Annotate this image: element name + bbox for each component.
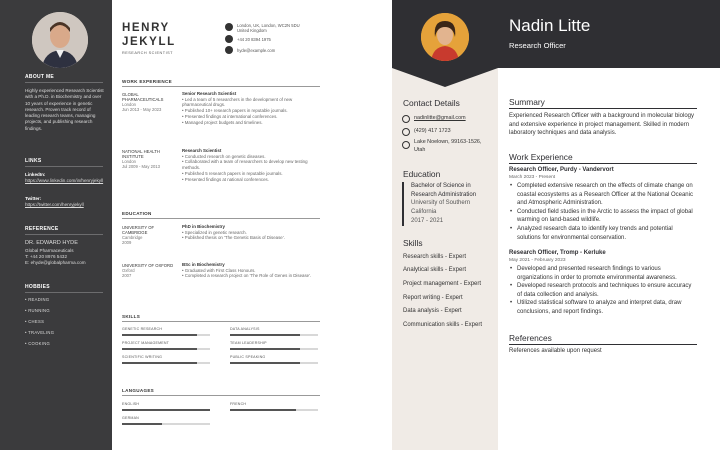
location-icon bbox=[402, 141, 410, 149]
job-title: Research Officer, Purdy - Vandervort bbox=[509, 167, 614, 173]
divider bbox=[122, 395, 320, 396]
work-heading: WORK EXPERIENCE bbox=[122, 79, 172, 84]
language-label: ENGLISH bbox=[122, 402, 140, 406]
education-years: 2017 - 2021 bbox=[411, 218, 444, 224]
education-degree: Bachelor of Science in Research Administration bbox=[411, 183, 477, 198]
phone-icon bbox=[225, 35, 233, 43]
language-bar bbox=[122, 423, 210, 425]
skill-label: PUBLIC SPEAKING bbox=[230, 355, 266, 359]
education-accent-bar bbox=[402, 182, 404, 226]
role-title: RESEARCH SCIENTIST bbox=[122, 51, 173, 55]
divider bbox=[122, 218, 320, 219]
hobby-item: • TRAVELING bbox=[25, 330, 55, 335]
language-bar bbox=[122, 409, 210, 411]
list-item: • Developed research protocols and techniques to ensure accuracy of data collection and analysis. bbox=[509, 282, 695, 299]
reference-name: DR. EDWARD HYDE bbox=[25, 240, 78, 246]
divider bbox=[25, 292, 103, 293]
skill-fill bbox=[122, 348, 197, 350]
email-icon bbox=[225, 46, 233, 54]
reference-email: E: ehyde@globalpharma.com bbox=[25, 260, 86, 265]
job-details: Senior Research Scientist • Led a team of 5 researchers in the development of new pharmaceutical drugs. • Published 10+ research papers in reputable journals. • Presented findings at international conferences. • Managed project budgets and timelines. bbox=[182, 91, 293, 125]
linkedin-label: LinkedIn: bbox=[25, 172, 46, 177]
references-heading: References bbox=[509, 333, 552, 343]
hobbies-heading: HOBBIES bbox=[25, 284, 50, 290]
list-item: • Utilized statistical software to analyze and interpret data, draw conclusions, and report findings. bbox=[509, 299, 695, 316]
person-portrait-icon bbox=[421, 13, 469, 61]
person-portrait-icon bbox=[32, 12, 88, 68]
skill-bar bbox=[122, 348, 210, 350]
profile-photo-henry bbox=[32, 12, 88, 68]
skill-item: Data analysis - Expert bbox=[403, 308, 462, 314]
reference-phone: T: +44 20 8976 5432 bbox=[25, 254, 68, 259]
email-icon bbox=[402, 115, 410, 123]
skill-fill bbox=[230, 362, 300, 364]
contact-email[interactable]: hyde@example.com bbox=[237, 48, 276, 53]
reference-heading: REFERENCE bbox=[25, 226, 59, 232]
language-fill bbox=[122, 409, 210, 411]
job-title: Research Officer, Tromp - Kerluke bbox=[509, 250, 606, 256]
contact-heading: Contact Details bbox=[403, 98, 460, 108]
name-last: JEKYLL bbox=[122, 36, 176, 48]
language-fill bbox=[122, 423, 162, 425]
skill-item: Communication skills - Expert bbox=[403, 322, 483, 328]
education-heading: EDUCATION bbox=[122, 211, 152, 216]
divider bbox=[25, 234, 103, 235]
skill-label: GENETIC RESEARCH bbox=[122, 327, 163, 331]
skill-item: Research skills - Expert bbox=[403, 254, 467, 260]
linkedin-link[interactable]: https://www.linkedin.com/in/henryjekyll bbox=[25, 178, 104, 183]
links-heading: LINKS bbox=[25, 158, 42, 164]
contact-phone: (429) 417 1723 bbox=[414, 128, 451, 134]
contact-phone: +44 20 8394 1975 bbox=[237, 37, 271, 42]
language-fill bbox=[230, 409, 296, 411]
references-text: References available upon request bbox=[509, 348, 602, 354]
twitter-label: Twitter: bbox=[25, 196, 42, 201]
education-heading: Education bbox=[403, 169, 441, 179]
summary-text: Experienced Research Officer with a background in molecular biology and extensive experience in project management. Skilled in modern laboratory techniques and data analysis. bbox=[509, 113, 694, 137]
skills-heading: SKILLS bbox=[122, 314, 141, 319]
skill-fill bbox=[230, 348, 300, 350]
skill-fill bbox=[122, 334, 197, 336]
summary-heading: Summary bbox=[509, 97, 545, 107]
divider bbox=[509, 108, 697, 109]
phone-icon bbox=[402, 128, 410, 136]
name: Nadin Litte bbox=[509, 16, 591, 35]
skill-item: Project management - Expert bbox=[403, 281, 482, 287]
reference-org: Global Pharmaceuticals bbox=[25, 248, 74, 253]
contact-email[interactable]: nadinlitte@gmail.com bbox=[414, 115, 466, 121]
list-item: • Analyzed research data to identify key trends and potential solutions for environmental conservation. bbox=[509, 225, 695, 242]
list-item: • Conducted field studies in the Arctic to assess the impact of global warming on land-based wildlife. bbox=[509, 208, 695, 225]
skill-item: Analytical skills - Expert bbox=[403, 267, 467, 273]
languages-heading: LANGUAGES bbox=[122, 388, 155, 393]
hobby-item: • READING bbox=[25, 297, 50, 302]
list-item: • Developed and presented research findings to various organizations in order to promote environmental awareness. bbox=[509, 265, 695, 282]
divider bbox=[25, 82, 103, 83]
language-bar bbox=[230, 409, 318, 411]
education-school: University of Southern California bbox=[411, 200, 471, 215]
edu-org-block: UNIVERSITY OF CAMBRIDGE Cambridge 2009 bbox=[122, 225, 155, 245]
skill-fill bbox=[230, 334, 300, 336]
skill-label: TEAM LEADERSHIP bbox=[230, 341, 267, 345]
resume-nadin-litte bbox=[392, 0, 720, 450]
resume1-sidebar bbox=[0, 0, 112, 450]
job-org-block: GLOBAL PHARMACEUTICALS London Jun 2013 - May 2023 bbox=[122, 92, 164, 112]
divider bbox=[509, 344, 697, 345]
about-text: Highly experienced Research Scientist with a Ph.D. in Biochemistry and over 10 years of experience in genetic research. Proven track record of leading research teams, managing projects, and publishing research findings. bbox=[25, 88, 104, 131]
profile-photo-nadin bbox=[421, 13, 469, 61]
job-title: Research Officer bbox=[509, 41, 566, 50]
edu-details: BSc in Biochemistry • Graduated with First Class Honours. • Completed a research project on 'The Role of Genes in Disease'. bbox=[182, 262, 312, 279]
location-icon bbox=[225, 23, 233, 31]
skill-bar bbox=[230, 348, 318, 350]
skill-bar bbox=[230, 362, 318, 364]
list-item: • Completed extensive research on the effects of climate change on coastal ecosystems as a Research Officer at the National Oceanic and Atmospheric Administration. bbox=[509, 182, 695, 208]
skill-label: PROJECT MANAGEMENT bbox=[122, 341, 170, 345]
skill-label: DATA ANALYSIS bbox=[230, 327, 260, 331]
work-heading: Work Experience bbox=[509, 152, 573, 162]
hobby-item: • CHESS bbox=[25, 319, 45, 324]
about-heading: ABOUT ME bbox=[25, 74, 55, 80]
edu-org-block: UNIVERSITY OF OXFORD Oxford 2007 bbox=[122, 263, 174, 278]
edu-details: PhD in Biochemistry • Specialized in genetic research. • Published thesis on 'The Genetic Basis of Disease'. bbox=[182, 224, 285, 241]
job-dates: March 2023 - Present bbox=[509, 175, 556, 180]
skill-bar bbox=[122, 334, 210, 336]
language-label: GERMAN bbox=[122, 416, 139, 420]
twitter-link[interactable]: https://twitter.com/henryjekyll bbox=[25, 202, 84, 207]
contact-address: Lake Noelown, 99163-1526, Utah bbox=[414, 139, 482, 153]
job-dates: May 2021 - February 2023 bbox=[509, 258, 566, 263]
skill-label: SCIENTIFIC WRITING bbox=[122, 355, 163, 359]
skill-item: Report writing - Expert bbox=[403, 295, 463, 301]
resume1-main bbox=[112, 0, 392, 450]
name-first: HENRY bbox=[122, 22, 170, 34]
divider bbox=[509, 163, 697, 164]
skill-bar bbox=[230, 334, 318, 336]
skill-fill bbox=[122, 362, 197, 364]
divider bbox=[25, 166, 103, 167]
job-details: Research Scientist • Conducted research on genetic diseases. • Collaborated with a team of researchers to develop new testing methods. • Published 5 research papers in reputable journals. • Presented findings at national conferences. bbox=[182, 148, 308, 182]
divider bbox=[122, 321, 320, 322]
language-label: FRENCH bbox=[230, 402, 247, 406]
hobby-item: • RUNNING bbox=[25, 308, 50, 313]
hobby-item: • COOKING bbox=[25, 341, 51, 346]
job-org-block: NATIONAL HEALTH INSTITUTE London Jul 2009 - May 2013 bbox=[122, 149, 160, 169]
divider bbox=[122, 86, 320, 87]
job-bullets bbox=[509, 182, 695, 242]
job-bullets bbox=[509, 265, 695, 317]
skill-bar bbox=[122, 362, 210, 364]
skills-heading: Skills bbox=[403, 238, 423, 248]
contact-address: London, UK, London, WC2N 5DU United Kingdom bbox=[237, 23, 300, 33]
